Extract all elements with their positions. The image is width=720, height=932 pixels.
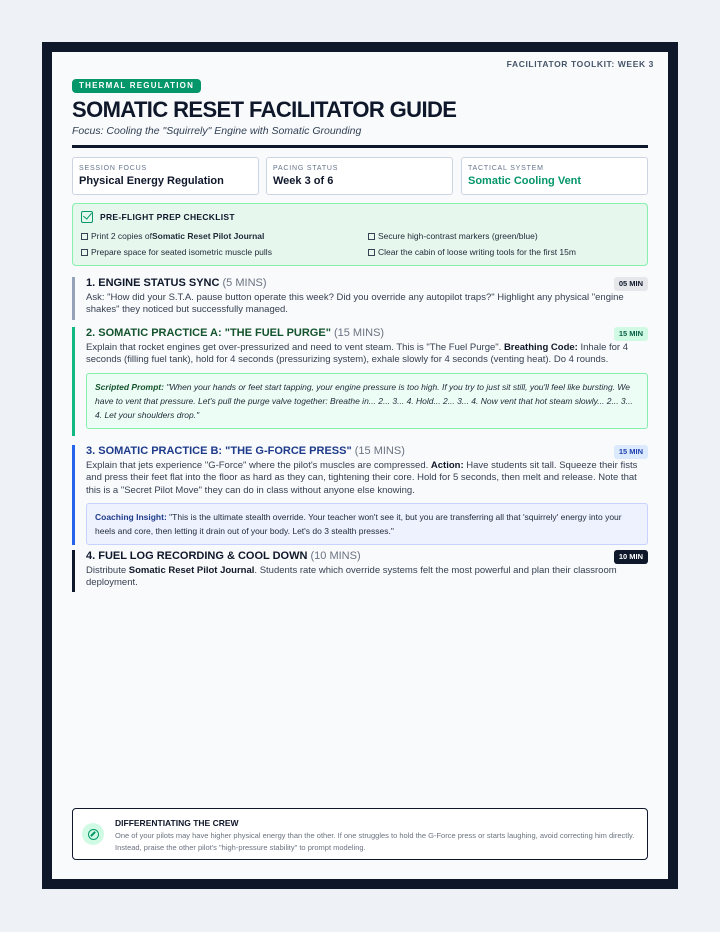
prep-checklist — [72, 203, 648, 266]
section-body-text: . Students rate which override systems felt the most powerful and plan their classroom deployment. — [86, 565, 617, 589]
section-body-text: Inhale for 4 seconds (filling fuel tank), hold for 4 seconds (pressurizing system), exhale slowly for 4 seconds (venting heat). Do 4 rounds. — [86, 342, 628, 366]
checklist-item[interactable] — [81, 247, 272, 257]
section-body-text: Explain that rocket engines get over-pressurized and need to vent steam. This is "The Fuel Purge". — [86, 342, 504, 353]
differentiation-body: One of your pilots may have higher physical energy than the other. If one struggles to hold the G-Force press or starts laughing, avoid correcting him directly. Instead, praise the other pilot's "high-pressure stability" to prompt modeling. — [115, 831, 635, 852]
stat-card-session-focus — [72, 157, 259, 195]
checklist-item-text: Print 2 copies of — [91, 231, 152, 241]
section-body-bold: Somatic Reset Pilot Journal — [128, 565, 255, 576]
scripted-prompt-callout — [86, 373, 648, 429]
section-body-text: Distribute — [86, 565, 129, 576]
document-frame — [42, 42, 678, 889]
agenda-section-4 — [72, 550, 648, 592]
checklist-icon — [81, 211, 93, 223]
callout-label: Scripted Prompt: — [95, 381, 164, 392]
time-badge: 05 MIN — [614, 277, 648, 291]
checklist-item-bold: Somatic Reset Pilot Journal — [151, 231, 265, 241]
stat-card-pacing-status — [266, 157, 453, 195]
callout-label: Coaching Insight: — [95, 511, 167, 522]
agenda-section-1 — [72, 277, 648, 320]
stat-card-tactical-system — [461, 157, 648, 195]
checkbox-icon[interactable] — [81, 233, 88, 240]
prep-checklist-header — [81, 211, 235, 223]
section-body — [86, 565, 648, 590]
stat-label: PACING STATUS — [273, 165, 339, 172]
callout-text: "When your hands or feet start tapping, your engine pressure is too high. If you try to just sit still, you'll feel like bursting. We have to vent that pressure. Let's pull the purge valve together: Breathe in... 2... 3... 4. Hold... 2... 3... 4. Now vent that hot steam slowly... 2... 3... 4. Let your shoulders drop." — [95, 381, 633, 420]
section-title — [86, 445, 648, 458]
agenda-section-2 — [72, 327, 648, 436]
page-title: SOMATIC RESET FACILITATOR GUIDE — [72, 97, 457, 122]
stat-value: Physical Energy Regulation — [79, 175, 224, 187]
stat-value: Somatic Cooling Vent — [468, 175, 582, 187]
section-title-text: 1. ENGINE STATUS SYNC — [86, 277, 220, 289]
section-accent-bar — [72, 327, 75, 436]
section-accent-bar — [72, 445, 75, 545]
section-title-text: 4. FUEL LOG RECORDING & COOL DOWN — [86, 550, 308, 562]
section-accent-bar — [72, 277, 75, 320]
checkbox-icon[interactable] — [368, 249, 375, 256]
section-body-bold: Action: — [430, 460, 464, 471]
section-body-text: Have students sit tall. Squeeze their fists and press their feet flat into the floor as hard as they can, tightening their core. Hold for 5 seconds, then melt and release. Note that this is a "Secret Pilot Move" they can do in class without anyone else knowing. — [86, 460, 638, 496]
agenda-section-3 — [72, 445, 648, 545]
checklist-item[interactable] — [368, 247, 576, 257]
checklist-item[interactable] — [81, 231, 264, 241]
section-title — [86, 327, 648, 340]
prep-checklist-title: PRE-FLIGHT PREP CHECKLIST — [100, 212, 235, 222]
stat-value: Week 3 of 6 — [273, 175, 334, 187]
section-title — [86, 277, 648, 290]
checkbox-icon[interactable] — [368, 233, 375, 240]
time-badge: 10 MIN — [614, 550, 648, 564]
checklist-item-text: Prepare space for seated isometric muscle pulls — [91, 247, 272, 257]
section-duration: (15 MINS) — [354, 445, 405, 457]
coaching-insight-callout — [86, 503, 648, 545]
time-badge: 15 MIN — [614, 445, 648, 459]
section-body — [86, 460, 648, 497]
title-divider — [72, 145, 648, 148]
toolkit-label: FACILITATOR TOOLKIT: WEEK 3 — [506, 59, 654, 69]
section-body-text: Explain that jets experience "G-Force" where the pilot's muscles are compressed. — [86, 460, 431, 471]
section-duration: (15 MINS) — [333, 327, 385, 339]
section-body-bold: Breathing Code: — [503, 342, 578, 353]
section-duration: (5 MINS) — [222, 277, 267, 289]
category-tag: THERMAL REGULATION — [72, 79, 201, 93]
differentiation-title: DIFFERENTIATING THE CREW — [115, 818, 239, 828]
stat-label: SESSION FOCUS — [79, 165, 147, 172]
callout-text: "This is the ultimate stealth override. Your teacher won't see it, but you are transferring all that 'squirrely' energy into your heels and core, then letting it drain out of your body. Let's do 3 stealth presses." — [95, 511, 622, 536]
checkbox-icon[interactable] — [81, 249, 88, 256]
checklist-item-text: Clear the cabin of loose writing tools for the first 15m — [378, 247, 576, 257]
page-subtitle: Focus: Cooling the "Squirrely" Engine with Somatic Grounding — [72, 125, 362, 137]
section-title-text: 2. SOMATIC PRACTICE A: "THE FUEL PURGE" — [86, 327, 331, 339]
stat-label: TACTICAL SYSTEM — [468, 165, 544, 172]
section-duration: (10 MINS) — [310, 550, 361, 562]
time-badge: 15 MIN — [614, 327, 648, 341]
section-title-text: 3. SOMATIC PRACTICE B: "THE G-FORCE PRESS" — [86, 445, 352, 457]
section-accent-bar — [72, 550, 75, 592]
section-body — [86, 342, 648, 367]
checklist-item[interactable] — [368, 231, 538, 241]
section-title — [86, 550, 648, 563]
compass-icon — [82, 823, 104, 845]
checklist-item-text: Secure high-contrast markers (green/blue) — [378, 231, 538, 241]
differentiation-box — [72, 808, 648, 860]
guide-page — [52, 52, 668, 879]
section-body: Ask: "How did your S.T.A. pause button operate this week? Did you override any autopilot traps?" Highlight any physical "engine shakes" they noticed but successfully managed. — [86, 292, 624, 316]
